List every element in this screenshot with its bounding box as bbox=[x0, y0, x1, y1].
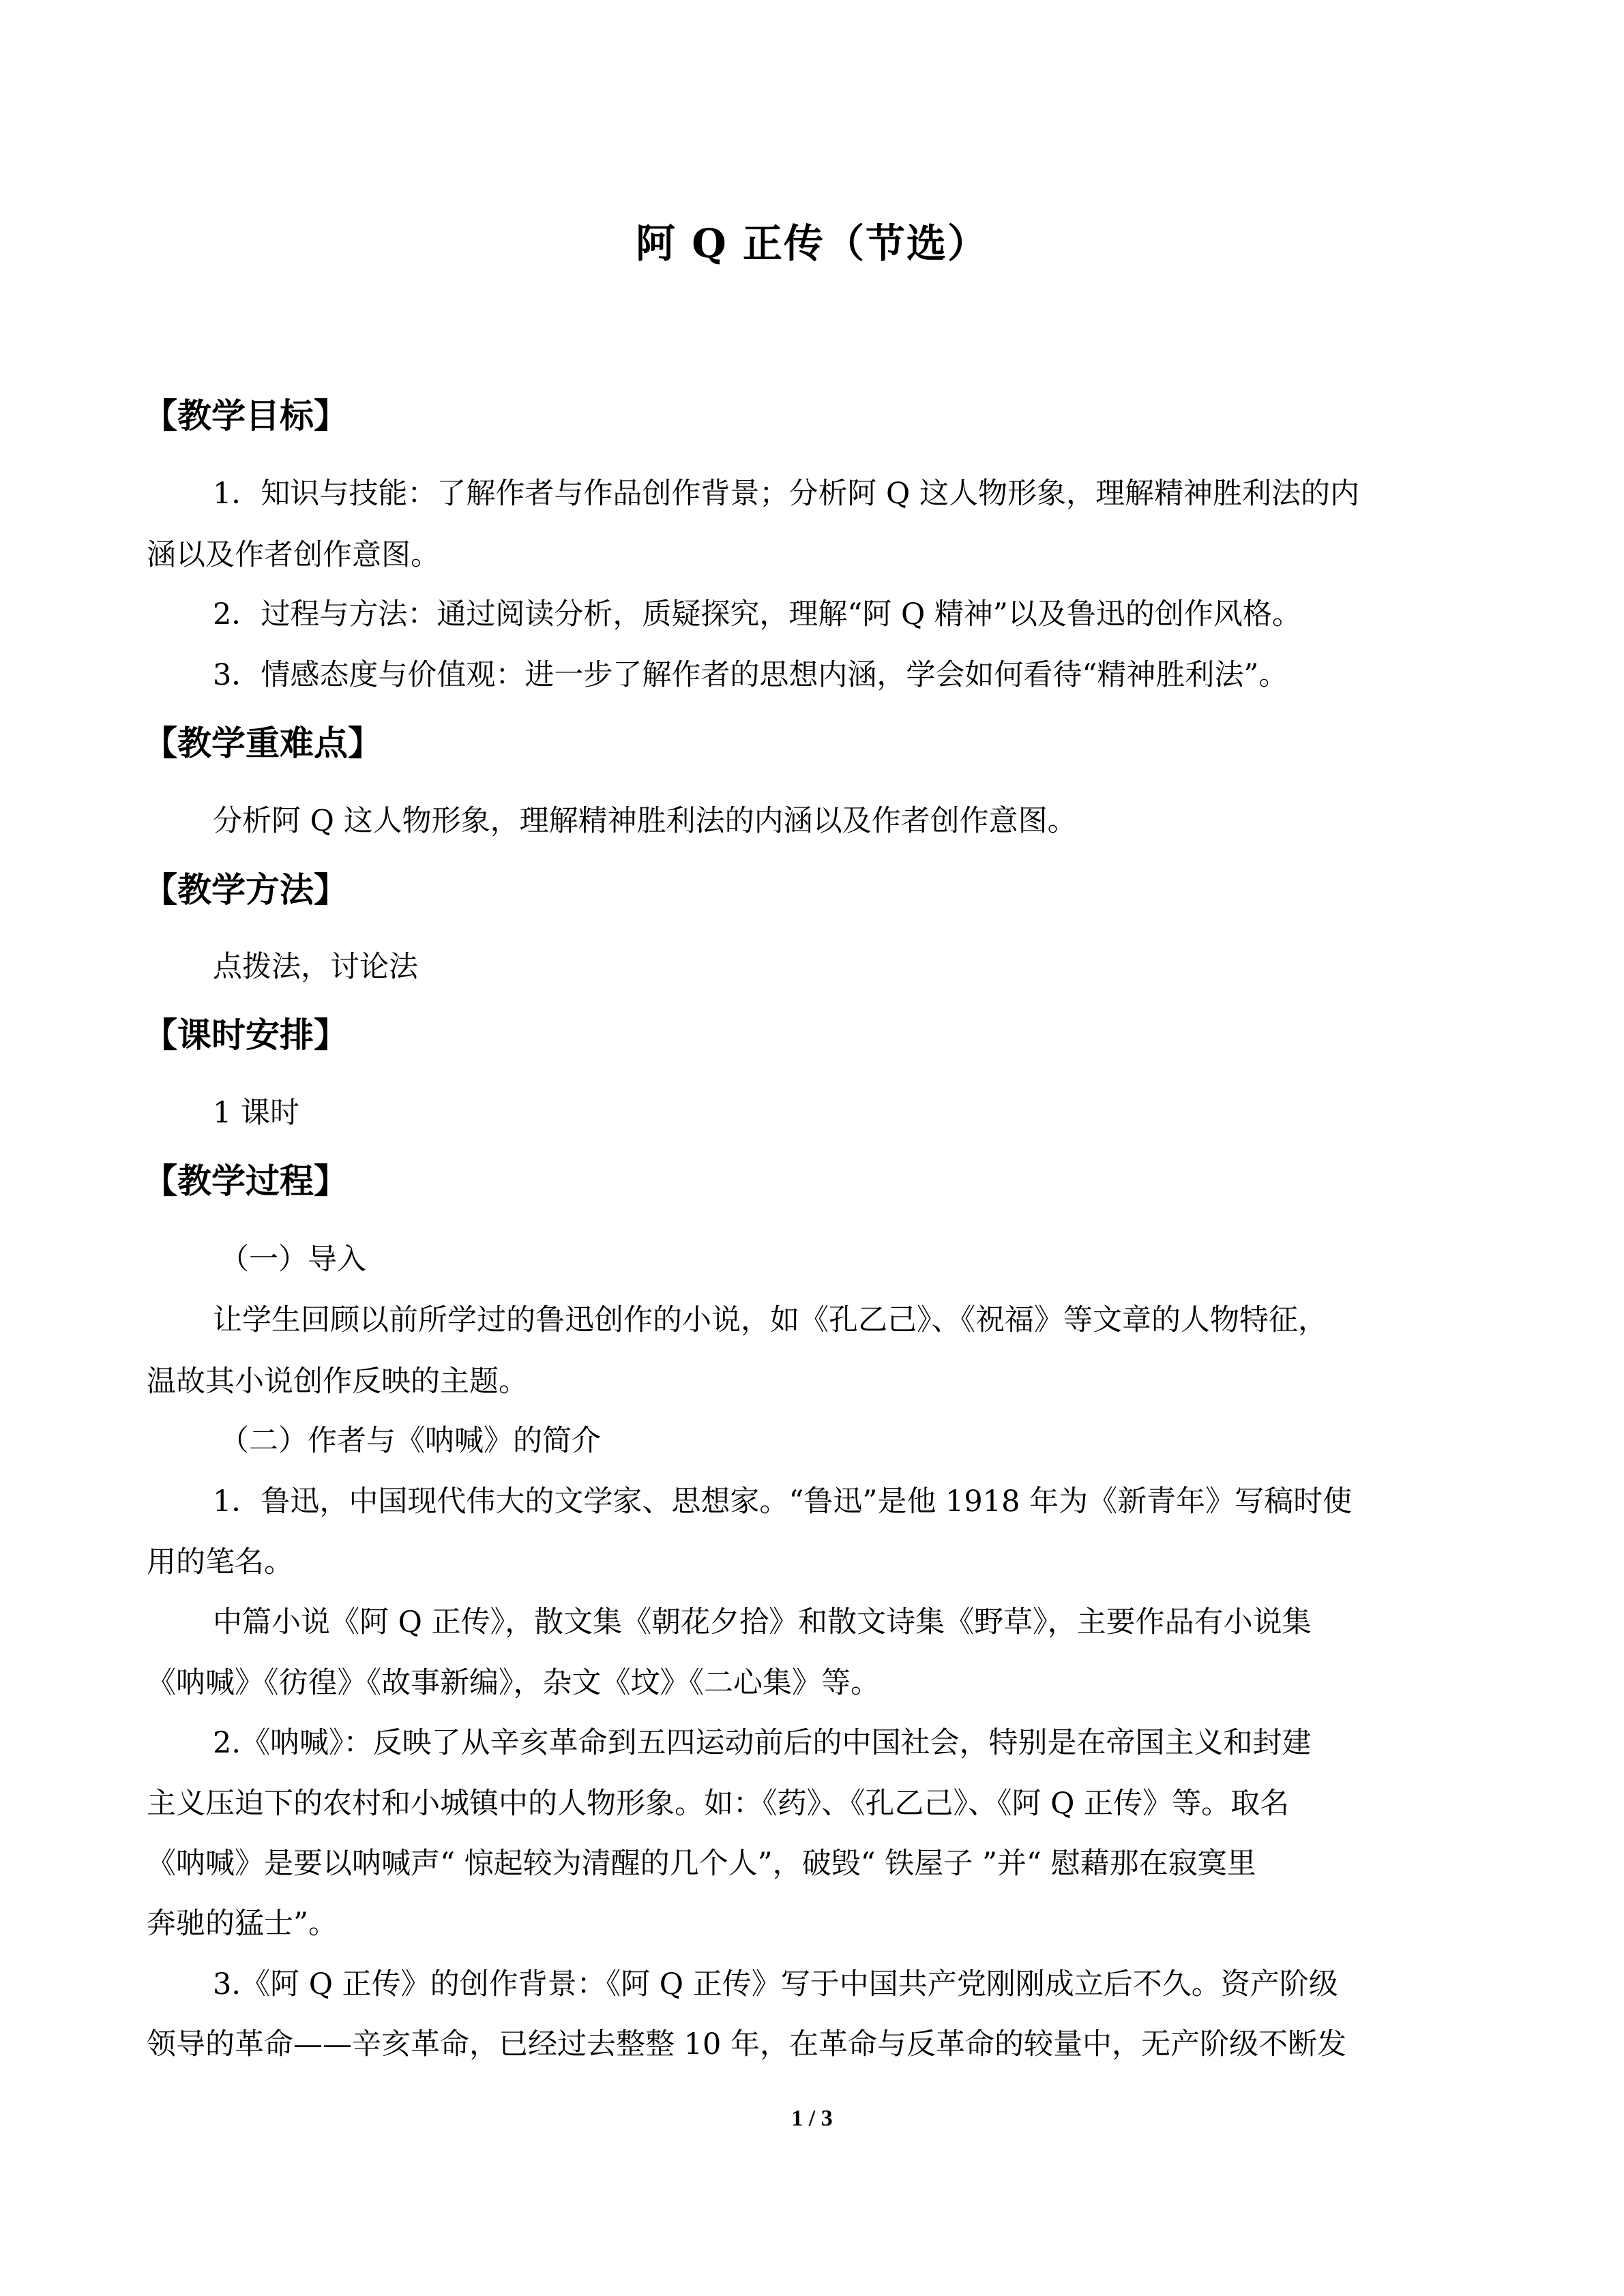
page-number: 1 / 3 bbox=[791, 2106, 833, 2131]
process-line-3: 温故其小说创作反映的主题。 bbox=[147, 1365, 528, 1399]
heading-key-points: 【教学重难点】 bbox=[143, 723, 382, 763]
process-line-1: （一）导入 bbox=[220, 1242, 366, 1277]
process-line-7: 中篇小说《阿 Q 正传》，散文集《朝花夕拾》和散文诗集《野草》，主要作品有小说集 bbox=[213, 1605, 1312, 1639]
heading-process: 【教学过程】 bbox=[143, 1161, 348, 1201]
heading-objectives: 【教学目标】 bbox=[143, 396, 348, 436]
schedule-line-1: 1 课时 bbox=[213, 1096, 300, 1130]
process-line-6: 用的笔名。 bbox=[147, 1545, 293, 1579]
process-line-10: 主义压迫下的农村和小城镇中的人物形象。如：《药》、《孔乙己》、《阿 Q 正传》等。取名 bbox=[147, 1787, 1290, 1821]
process-line-14: 领导的革命——辛亥革命，已经过去整整 10 年，在革命与反革命的较量中，无产阶级不断发 bbox=[147, 2027, 1347, 2061]
process-line-12: 奔驰的猛士”。 bbox=[147, 1907, 338, 1941]
objectives-line-4: 3．情感态度与价值观：进一步了解作者的思想内涵，学会如何看待“精神胜利法”。 bbox=[213, 658, 1288, 692]
objectives-line-2: 涵以及作者创作意图。 bbox=[147, 538, 440, 572]
heading-methods: 【教学方法】 bbox=[143, 869, 348, 910]
heading-schedule: 【课时安排】 bbox=[143, 1015, 348, 1055]
methods-line-1: 点拨法，讨论法 bbox=[213, 950, 418, 984]
page-title: 阿 Q 正传（节选） bbox=[636, 220, 988, 267]
process-line-9: 2.《呐喊》：反映了从辛亥革命到五四运动前后的中国社会，特别是在帝国主义和封建 bbox=[213, 1726, 1312, 1760]
process-line-11: 《呐喊》是要以呐喊声“ 惊起较为清醒的几个人”，破毁“ 铁屋子 ”并“ 慰藉那在寂寞里 bbox=[147, 1847, 1256, 1881]
objectives-line-3: 2．过程与方法：通过阅读分析，质疑探究，理解“阿 Q 精神”以及鲁迅的创作风格。 bbox=[213, 597, 1301, 631]
objectives-line-1: 1．知识与技能：了解作者与作品创作背景；分析阿 Q 这人物形象，理解精神胜利法的内 bbox=[213, 477, 1359, 511]
process-line-8: 《呐喊》《彷徨》《故事新编》，杂文《坟》《二心集》等。 bbox=[147, 1666, 880, 1700]
process-line-2: 让学生回顾以前所学过的鲁迅创作的小说，如《孔乙己》、《祝福》等文章的人物特征， bbox=[213, 1303, 1327, 1337]
process-line-13: 3.《阿 Q 正传》的创作背景：《阿 Q 正传》写于中国共产党刚刚成立后不久。资产阶级 bbox=[213, 1967, 1338, 2001]
key-points-line-1: 分析阿 Q 这人物形象，理解精神胜利法的内涵以及作者创作意图。 bbox=[213, 804, 1077, 838]
process-line-5: 1．鲁迅，中国现代伟大的文学家、思想家。“鲁迅”是他 1918 年为《新青年》写稿时使 bbox=[213, 1485, 1353, 1519]
process-line-4: （二）作者与《呐喊》的简介 bbox=[220, 1424, 601, 1458]
